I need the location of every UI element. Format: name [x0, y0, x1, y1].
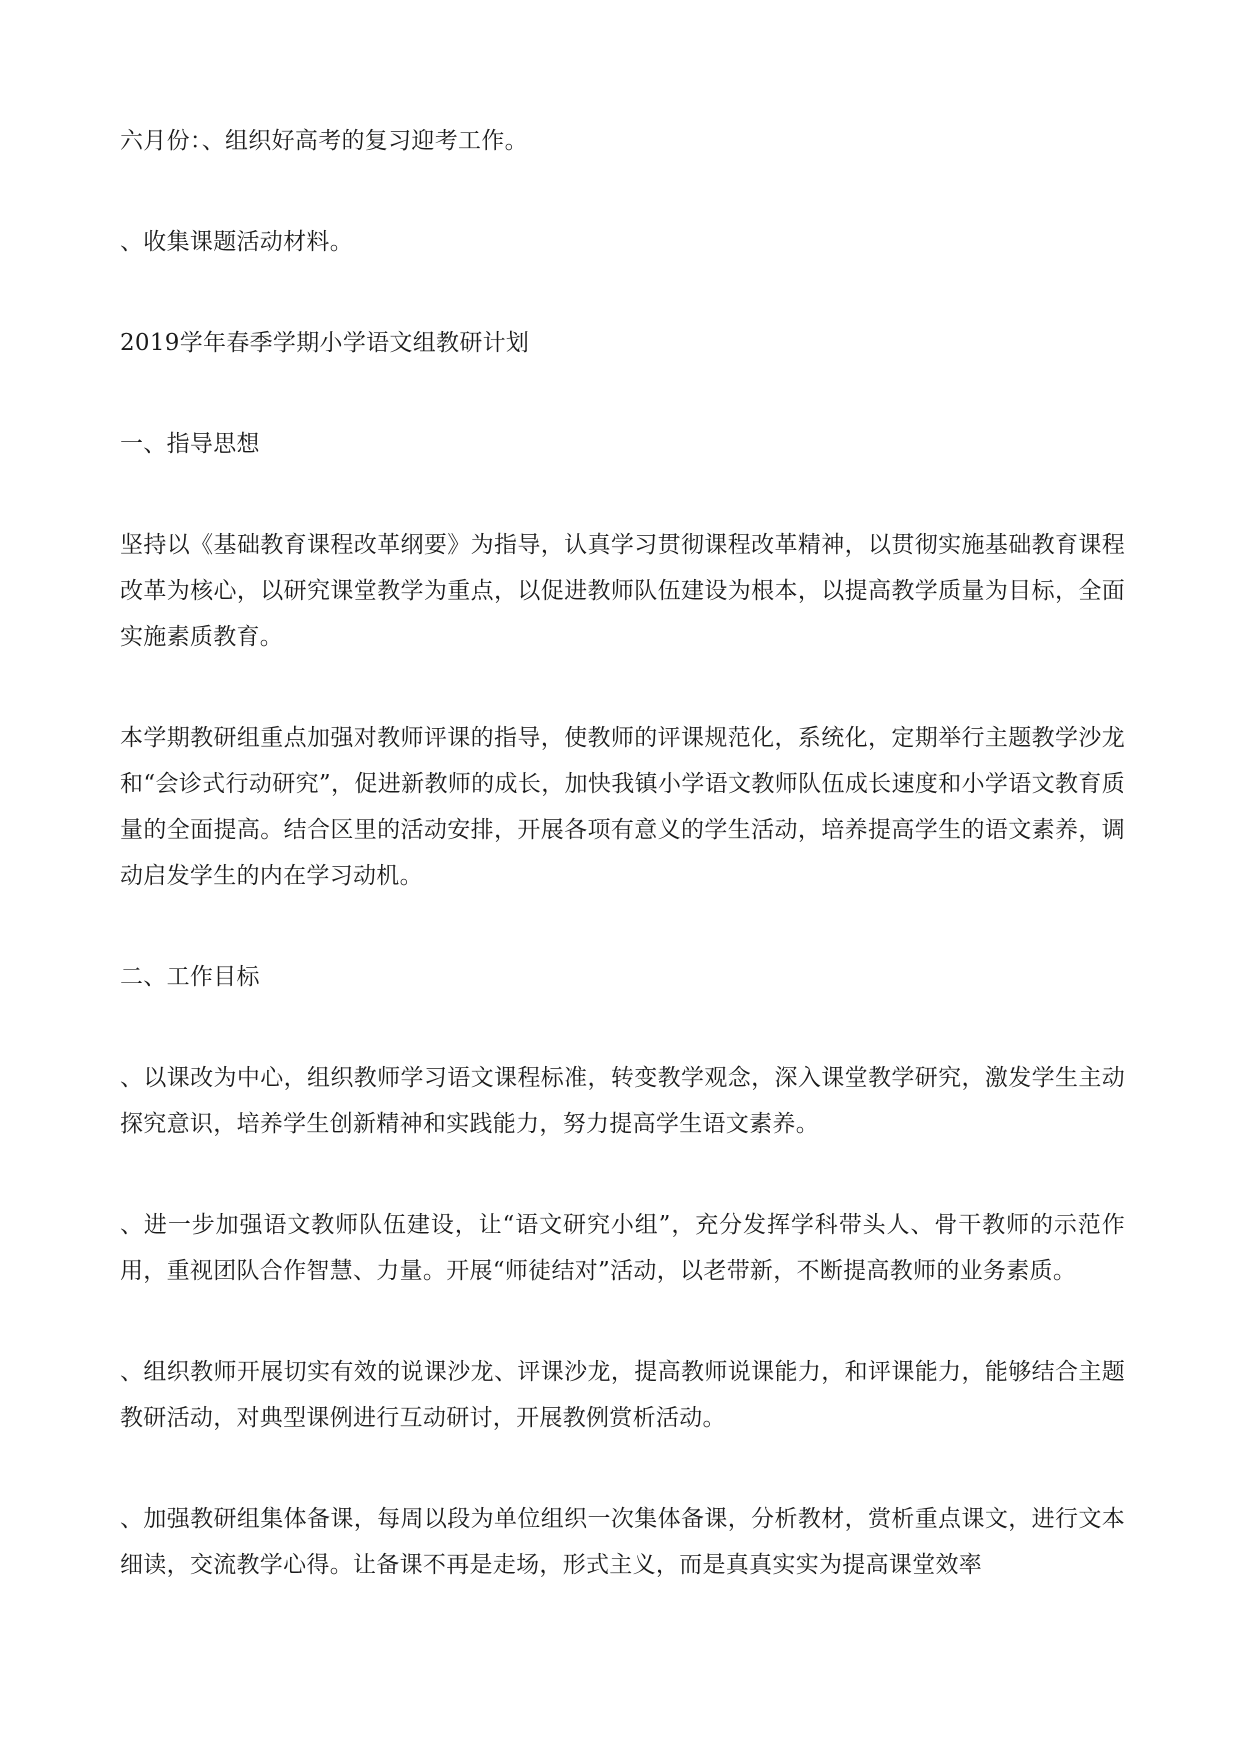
document-title: 2019学年春季学期小学语文组教研计划 — [120, 330, 530, 356]
paragraph-goal-lesson-salons: 、组织教师开展切实有效的说课沙龙、评课沙龙，提高教师说课能力，和评课能力，能够结合主题教研活动，对典型课例进行互动研讨，开展教例赏析活动。 — [120, 1359, 1125, 1431]
section-heading-guiding-ideology: 一、指导思想 — [120, 431, 260, 457]
paragraph-goal-teacher-team: 、进一步加强语文教师队伍建设，让“语文研究小组”，充分发挥学科带头人、骨干教师的示范作用，重视团队合作智慧、力量。开展“师徒结对”活动，以老带新，不断提高教师的业务素质。 — [120, 1212, 1125, 1284]
paragraph-june-tasks: 六月份：、组织好高考的复习迎考工作。 — [120, 128, 528, 154]
section-heading-work-goals: 二、工作目标 — [120, 964, 260, 990]
paragraph-semester-focus: 本学期教研组重点加强对教师评课的指导，使教师的评课规范化，系统化，定期举行主题教学沙龙和“会诊式行动研究”，促进新教师的成长，加快我镇小学语文教师队伍成长速度和小学语文教育质量的全面提高。结合区里的活动安排，开展各项有意义的学生活动，培养提高学生的语文素养，调动启发学生的内在学习动机。 — [120, 725, 1125, 889]
paragraph-guiding-ideology: 坚持以《基础教育课程改革纲要》为指导，认真学习贯彻课程改革精神，以贯彻实施基础教育课程改革为核心，以研究课堂教学为重点，以促进教师队伍建设为根本，以提高教学质量为目标，全面实施素质教育。 — [120, 532, 1125, 650]
paragraph-goal-collective-planning: 、加强教研组集体备课，每周以段为单位组织一次集体备课，分析教材，赏析重点课文，进行文本细读，交流教学心得。让备课不再是走场，形式主义，而是真真实实为提高课堂效率 — [120, 1506, 1125, 1578]
paragraph-collect-materials: 、收集课题活动材料。 — [120, 229, 353, 255]
document-body — [120, 118, 1125, 1643]
paragraph-goal-curriculum-reform: 、以课改为中心，组织教师学习语文课程标准，转变教学观念，深入课堂教学研究，激发学生主动探究意识，培养学生创新精神和实践能力，努力提高学生语文素养。 — [120, 1065, 1125, 1137]
